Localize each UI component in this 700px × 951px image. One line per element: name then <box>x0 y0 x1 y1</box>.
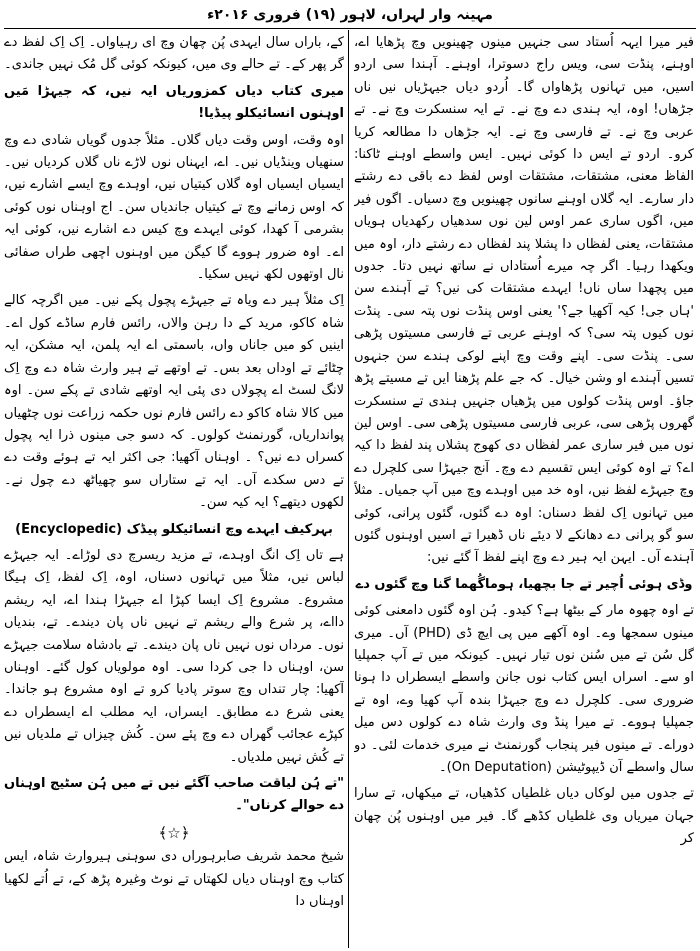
paragraph: کے، باراں سال ایہدی پُن چھان وچ ای رہیاواں۔ اِک اِک لفظ دے گر پھر کے۔ تے حالے وی میں، کیونکہ کوئی گل مُک نہیں جاندی۔ <box>4 35 344 73</box>
column-divider <box>348 30 349 948</box>
paragraph: فیر میرا ایہہ اُستاد سی جنہیں مینوں چھینویں وچ پڑھایا اے، اوہنے، پنڈت سی، ویس راج دسوترا، اوہنے۔ آہندا سی اردو اسیں، میں تہانوں پڑھاواں گا۔ اُردو دیاں جیہڑیاں نیں ناں جڑھاں! اوہ، ایہ ہندی دے وچ نے۔ تے ایہ سنسکرت وچ نے۔ تے عربی وچ نے۔ تے فارسی وچ نے۔ ایہ جڑھاں دا مطالعہ کریا کرو۔ اردو تے ایس دا کوئی نہیں۔ ایس واسطے اوہنے ٹاکنا: الفاظ معنی، مشتقات، مشتقات اوس لفظ دے باقی دے رشتے دار سارے۔ ایہ گلاں اوہنے سانوں چھینویں وچ دسیاں۔ اگوں فیر میں، اگوں ساری عمر اوس لین نوں سدھیاں رکھدیاں ہویاں مشتقات، یعنی لفظاں دا پشلا پند لفظاں دے رشتے دار، اوہ میں ویکھدا رہیا۔ اگر چہ میرے اُستاداں نے ساتھ نہیں دتا۔ جدوں میں پچھدا ساں ناں! ایہدے مشتقات کی نیں؟ تے آہندے سن 'ہاں جی! کیہ آکھیا جے؟' یعنی اوس پنڈت نوں پتہ سی۔ پنڈت نوں کیوں پتہ سی؟ کہ اوہنے عربی تے فارسی مسیتوں پڑھی سی۔ پنڈت سی۔ اپنے وقت وچ اپنے لوکی ہندے سن جنہوں تسیں آہندے او وشن خیال۔ کہ جے علم پڑھنا ایں تے مسیتے پڑھ جاؤ۔ اوس پنڈت کولوں میں پڑھیاں جنہیں ہندی تے سنسکرت گھروں پڑھی سی، عربی فارسی مسیتوں پڑھی سی۔ اوس لین نوں میں فیر ساری عمر لفظاں دی کھوج پشلاں پند لفظ دا کیہ اے؟ تے اوہ کوئی ایس تقسیم دے وچ۔ آنج جیہڑا سی کلچرل دے وچ جیہڑے لفظ نیں، اوہ خد میں اوہدے وچ میں آپ جمیاں۔ مثلاً میں تہانوں اِک لفظ دسناں: اوہ دے گئوں، گئوں پرانی، کوئی سو گو پرانی دے دھانکے لا دیئے ناں ڈھیرا تے اسیں اوہنوں گئوں آہندے آں۔ ایہن ایہ ہیر دے وچ اپنے لفظ آ گئے نیں: <box>354 35 694 566</box>
ornament-icon: ﴿☆﴾ <box>158 823 190 842</box>
paragraph: اوہ وقت، اوس وقت دیاں گلاں۔ مثلاً جدوں گویاں شادی دے وچ سنھیاں وینڈیاں نیں۔ اے، ایہناں نوں لاڑے ناں گلاں کردیاں نیں۔ ایسیاں ایسیاں اوہ گلاں کیتیاں نیں، اوہدے وچ ایسے اشارے نیں، کہ اوس زمانے وچ تے کیتیاں جاندیاں سن۔ اج اوہناں نوں کوئی بشرمی آ کھدا، کوئی ایہدے وچ کیس دے اشارے نیں، کوئی ایہ اے۔ اوہ ضرور ہووے گا کیگن میں اوہنوں اچھی طراں صفائی نال اوتھوں لکھ نہیں سکیا۔ <box>4 132 344 283</box>
paragraph: اِک مثلاً ہیر دے ویاہ تے جیہڑے پچول پکے نیں۔ میں اگرچہ کالے شاہ کاکو، مرید کے دا رہن والاں، رائس فارم ساڈے کول اے۔ اینیں کو میں جاناں واں، باسمتی اے ایہ پلمن، ایہ مشکن، ایہ چٹائے تے اوداں بعد بس۔ تے اوتھے تے ہیر وارث شاہ دے وچ اِک لانگ لسٹ اے پچولاں دی پئی ایہ اوتھے شادی تے پکے سن۔ اوہ میں کالا شاہ کاکو دے رائس فارم نوں حکمہ زراعت نوں چٹھیاں پوانداریاں، گورنمنٹ کولوں۔ کہ دسو جی مینوں ذرا ایہ پچول کسراں دے نیں؟ ۔ اوہناں آکھیا: جی اکثر ایہ تے ہوئے وقت دے تے دس سکدے آں۔ ایہ تے ستاراں سو چھیاٹھ دے چول نے۔ لکھوں دیتھے؟ ایہ کیہ سن۔ <box>4 293 344 511</box>
quote: "تے ہُن لیاقت صاحب آگئے نیں تے میں ہُن سٹیج اوہناں دے حوالے کرناں"۔ <box>4 776 344 814</box>
section-heading: میری کتاب دیاں کمزوریاں ایہ نیں، کہ جیہڑا مَیں اوہنوں انسائیکلو پیڈیا! <box>4 83 344 122</box>
encyclopedic-heading: بہرکیف ایہدے وچ انسائیکلو پیڈک (Encyclopedic) <box>15 521 333 537</box>
paragraph: شیخ محمد شریف صابرہوراں دی سوہنی ہیروارث شاہ، ایس کتاب وچ اوہناں دیاں لکھتاں تے نوٹ وغیرہ پڑھ کے، تے اُتے لکھیا اوہناں دا <box>4 849 344 910</box>
right-column <box>354 32 694 946</box>
left-column <box>4 32 344 946</box>
paragraph: ہے تاں اِک انگ اوہدے، تے مزید ریسرچ دی لوڑاے۔ ایہ جیہڑے لباس نیں، مثلاً میں تہانوں دسناں، اوہ، اِک لفظ، اِک ہیگا مشروع۔ مشروع اِک ایسا کپڑا اے جیہڑا ہندا اے، ایہ ریشم دااے، پر شرع والے ریشم تے نہیں ناں پان دیندے۔ تے، بندیاں نوں۔ مرداں نوں نہیں ناں پان دیندے۔ تے بادشاہ سلامت جیہڑے سن، اوہناں دا جی کردا سی۔ اوہ مولویاں کول گئے۔ اوہناں آکھیا: چار تنداں وچ سوتر پادیا کرو تے اوہ مشروع ہو جاندا۔ یعنی شرع دے مطابق۔ ایسراں، ایہ مطلب اے ایسطراں دے کپڑے عجائب گھراں دے وچ پئے سن۔ کُش چیزاں تے ملدیاں نیں تے کُش نہیں ملدیاں۔ <box>4 547 344 765</box>
page-header: مہینہ وار لہراں، لاہور (۱۹) فروری ۲۰۱۶ء <box>207 7 493 23</box>
paragraph: تے جدوں میں لوکاں دیاں غلطیاں کڈھیاں، تے میکھاں، تے سارا جہان میریاں وی غلطیاں کڈھے گا۔ فیر میں اوہنوں پُن چھان کر <box>354 786 694 847</box>
header-divider <box>4 28 696 29</box>
verse-line: وڈی ہوئی اُچیر تے جا بچھیا، ہوماگُھما گنا وچ گئوں دے <box>355 576 693 592</box>
paragraph: تے اوہ چھوہ مار کے بیٹھا ہے؟ کیدو۔ ہُن اوہ گئوں دامعنی کوئی مینوں سمجھا وے۔ اوہ آکھے میں پی ایچ ڈی (PHD) آں۔ میری گل سُن تے میں سُنن نوں تیار نہیں۔ کیونکہ میں تے آپ جمپلیا او سے۔ اسراں ایس کتاب نوں جانن واسطے ایسطراں دا ہونا ضروری سی۔ کلچرل دے وچ جیہڑا بندہ آپ کھیا وے، اوہ تے جمپلیا ہووے۔ تے میرا پنڈ وی وارث شاہ دے کولوں دس میل دوراے۔ تے مینوں فیر پنجاب گورنمنٹ نے میری خدمات لئی۔ دو سال واسطے آن ڈیپوٹیشن (On Deputation)۔ <box>354 603 694 775</box>
